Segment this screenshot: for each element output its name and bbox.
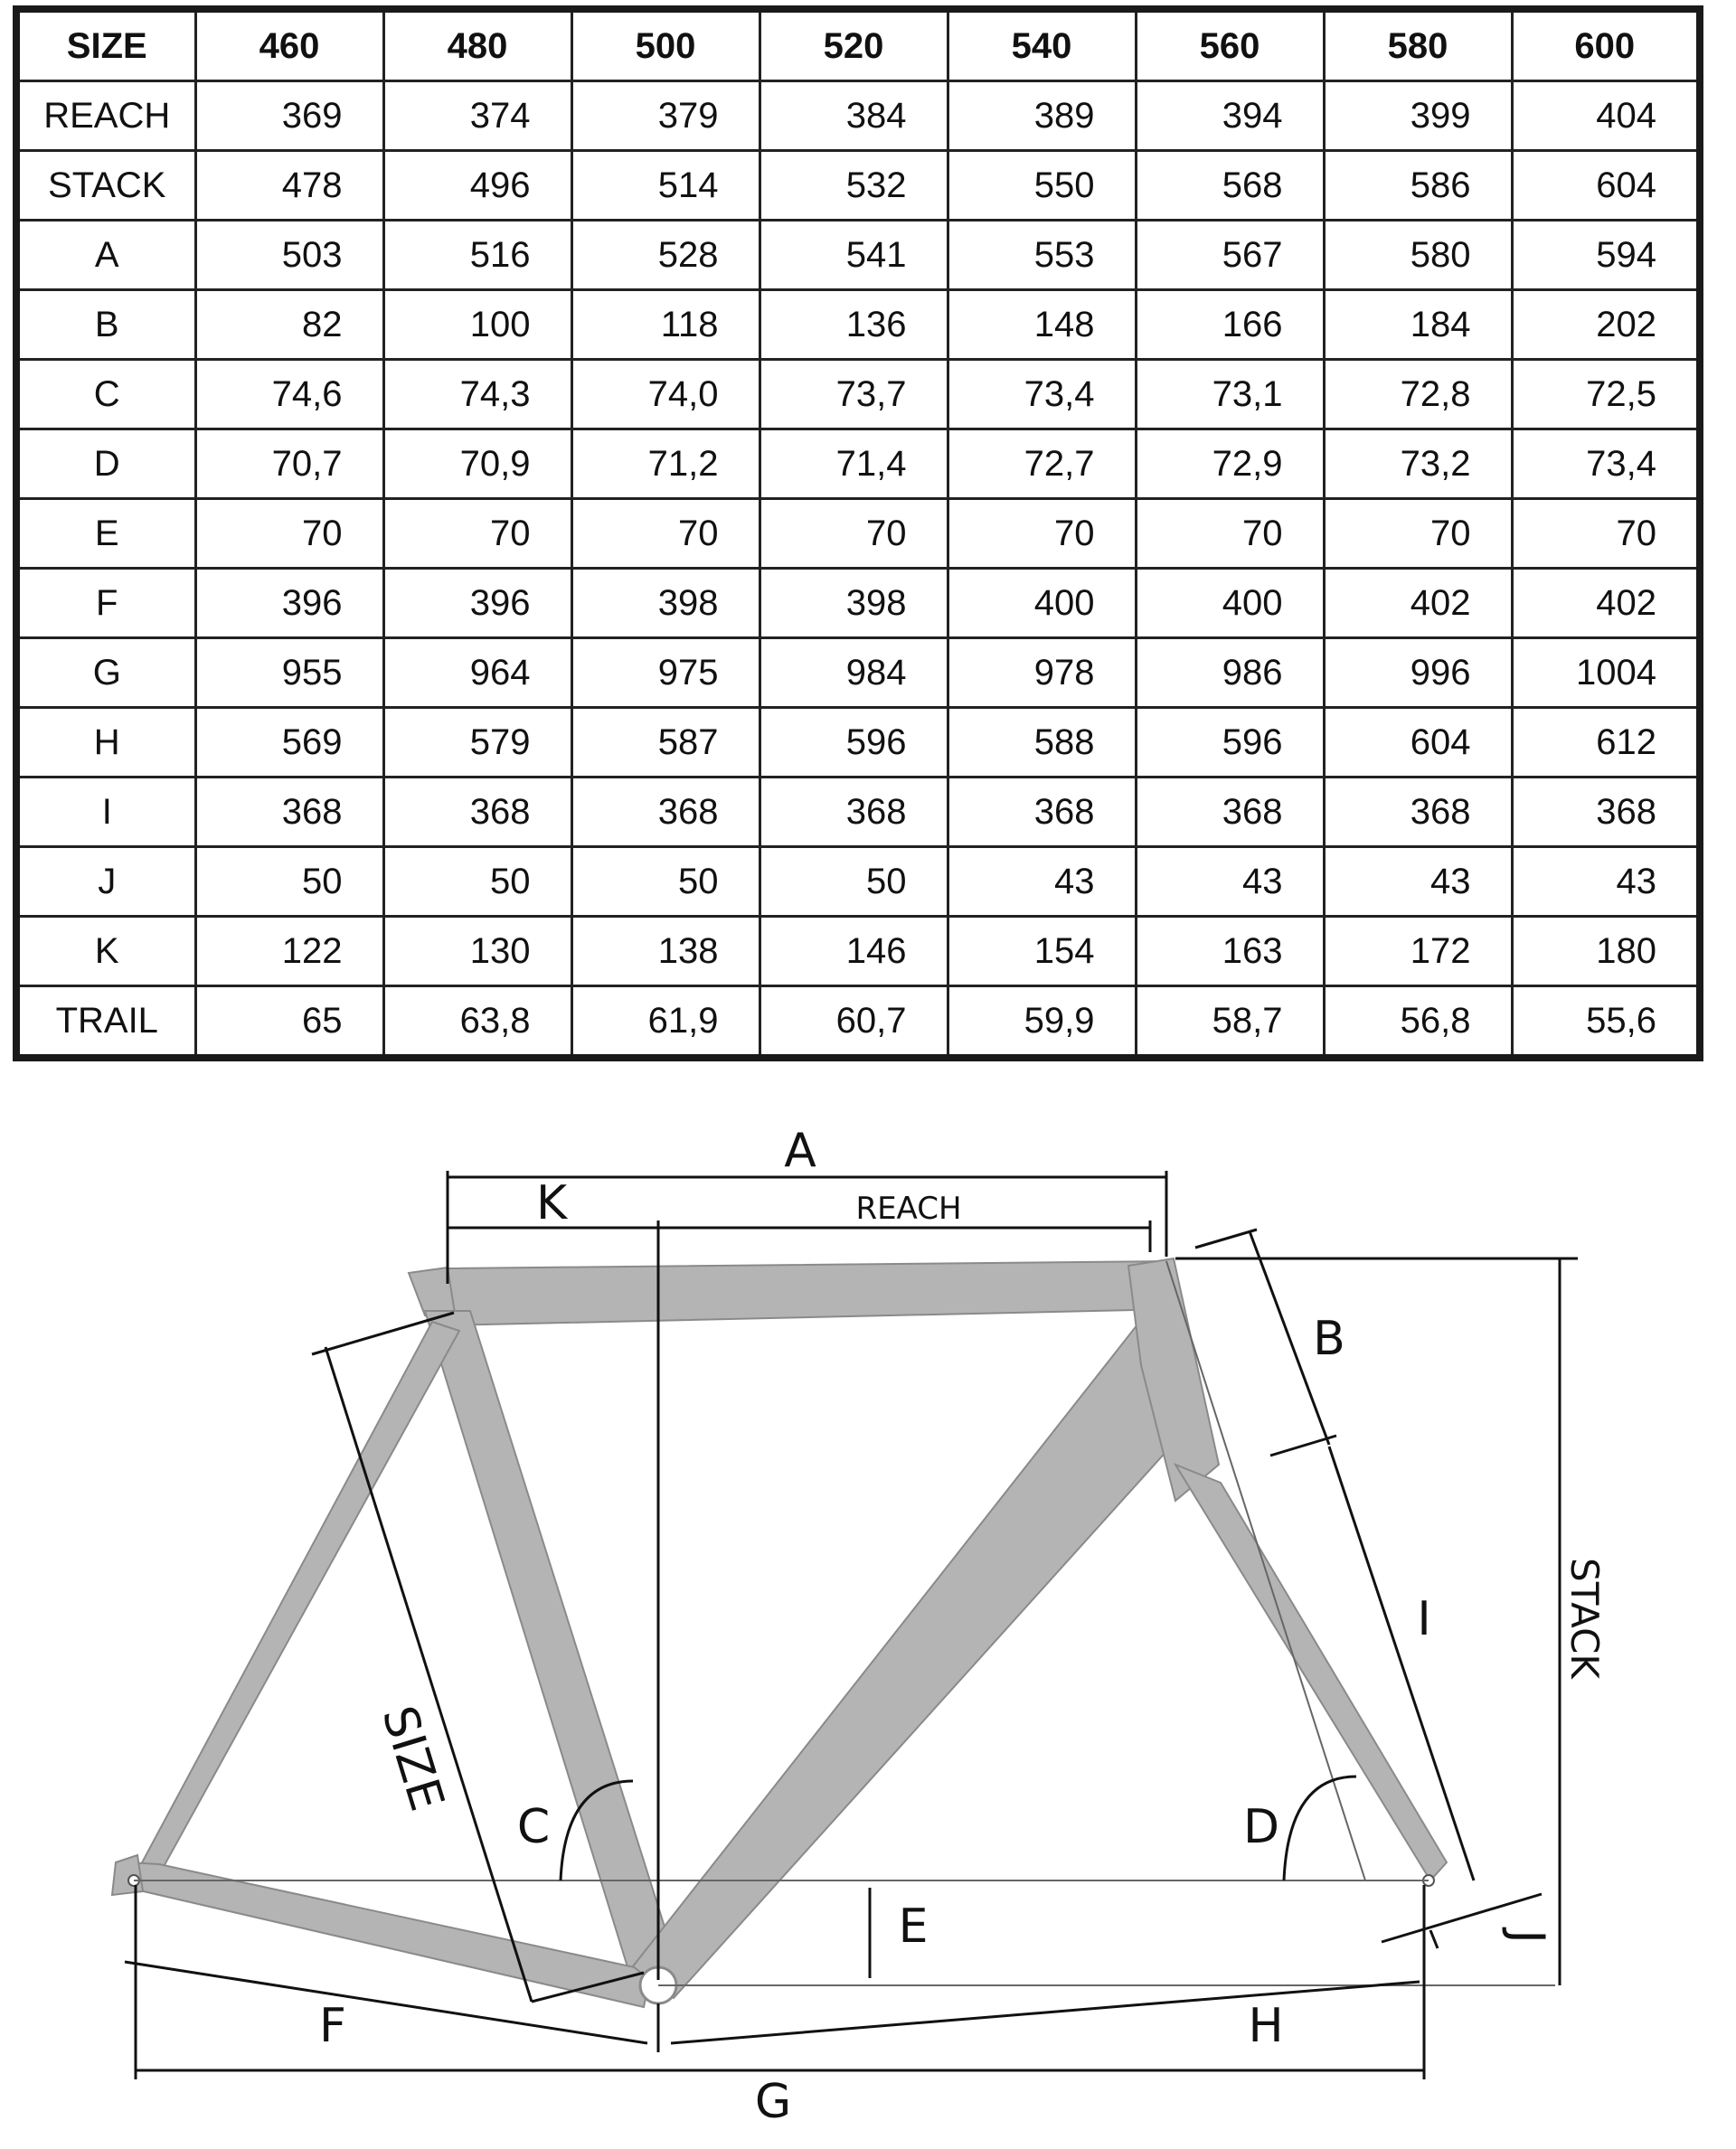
- table-cell: 184: [1324, 290, 1512, 360]
- table-row: [16, 847, 1700, 917]
- header-cell: 540: [948, 9, 1136, 81]
- table-cell: 146: [760, 917, 948, 986]
- rear-dropout: [112, 1855, 143, 1895]
- table-cell: 398: [760, 569, 948, 638]
- header-cell: SIZE: [16, 9, 195, 81]
- row-label: J: [16, 847, 195, 917]
- header-cell: 480: [383, 9, 571, 81]
- table-cell: 70: [195, 499, 383, 569]
- table-cell: 166: [1136, 290, 1324, 360]
- geometry-table: [13, 5, 1703, 1061]
- table-cell: 379: [571, 81, 760, 151]
- table-cell: 70: [1136, 499, 1324, 569]
- table-cell: 478: [195, 151, 383, 221]
- table-cell: 70,9: [383, 429, 571, 499]
- table-row: [16, 708, 1700, 778]
- table-cell: 400: [948, 569, 1136, 638]
- table-cell: 43: [948, 847, 1136, 917]
- header-cell: 500: [571, 9, 760, 81]
- table-cell: 516: [383, 221, 571, 290]
- table-cell: 50: [760, 847, 948, 917]
- row-label: E: [16, 499, 195, 569]
- table-row: [16, 81, 1700, 151]
- header-cell: 600: [1512, 9, 1700, 81]
- table-row: [16, 499, 1700, 569]
- table-cell: 73,2: [1324, 429, 1512, 499]
- table-cell: 596: [1136, 708, 1324, 778]
- table-row: [16, 917, 1700, 986]
- table-cell: 496: [383, 151, 571, 221]
- table-cell: 43: [1136, 847, 1324, 917]
- table-row: [16, 638, 1700, 708]
- table-cell: 400: [1136, 569, 1324, 638]
- table-cell: 368: [948, 778, 1136, 847]
- table-cell: 122: [195, 917, 383, 986]
- label-d: D: [1242, 1800, 1280, 1854]
- row-label: K: [16, 917, 195, 986]
- table-cell: 59,9: [948, 986, 1136, 1059]
- header-cell: 580: [1324, 9, 1512, 81]
- table-cell: 612: [1512, 708, 1700, 778]
- row-label: F: [16, 569, 195, 638]
- table-cell: 50: [383, 847, 571, 917]
- label-size: SIZE: [371, 1700, 455, 1817]
- table-row: [16, 360, 1700, 429]
- table-cell: 138: [571, 917, 760, 986]
- table-cell: 50: [195, 847, 383, 917]
- label-j: J: [1500, 1929, 1554, 1944]
- table-cell: 369: [195, 81, 383, 151]
- table-cell: 399: [1324, 81, 1512, 151]
- table-row: [16, 221, 1700, 290]
- table-cell: 71,4: [760, 429, 948, 499]
- table-cell: 568: [1136, 151, 1324, 221]
- table-cell: 604: [1324, 708, 1512, 778]
- table-cell: 172: [1324, 917, 1512, 986]
- row-label: TRAIL: [16, 986, 195, 1059]
- label-a: A: [784, 1124, 816, 1178]
- table-cell: 180: [1512, 917, 1700, 986]
- table-cell: 73,4: [1512, 429, 1700, 499]
- label-stack: STACK: [1562, 1558, 1607, 1679]
- table-cell: 368: [383, 778, 571, 847]
- down-tube: [633, 1320, 1194, 1998]
- table-cell: 1004: [1512, 638, 1700, 708]
- table-cell: 955: [195, 638, 383, 708]
- table-cell: 984: [760, 638, 948, 708]
- fork: [1175, 1465, 1447, 1880]
- table-cell: 550: [948, 151, 1136, 221]
- label-b: B: [1313, 1312, 1345, 1366]
- table-cell: 63,8: [383, 986, 571, 1059]
- header-cell: 560: [1136, 9, 1324, 81]
- table-cell: 70: [1324, 499, 1512, 569]
- table-cell: 978: [948, 638, 1136, 708]
- table-cell: 70: [948, 499, 1136, 569]
- table-cell: 374: [383, 81, 571, 151]
- table-cell: 136: [760, 290, 948, 360]
- table-cell: 532: [760, 151, 948, 221]
- row-label: I: [16, 778, 195, 847]
- row-label: B: [16, 290, 195, 360]
- table-body: [16, 81, 1700, 1059]
- table-row: [16, 986, 1700, 1059]
- table-cell: 569: [195, 708, 383, 778]
- table-cell: 55,6: [1512, 986, 1700, 1059]
- table-cell: 60,7: [760, 986, 948, 1059]
- table-cell: 394: [1136, 81, 1324, 151]
- table-row: [16, 569, 1700, 638]
- table-cell: 72,8: [1324, 360, 1512, 429]
- label-h: H: [1248, 1999, 1284, 2053]
- table-cell: 70,7: [195, 429, 383, 499]
- table-cell: 74,0: [571, 360, 760, 429]
- row-label: REACH: [16, 81, 195, 151]
- table-cell: 43: [1324, 847, 1512, 917]
- table-cell: 541: [760, 221, 948, 290]
- table-cell: 65: [195, 986, 383, 1059]
- table-cell: 396: [383, 569, 571, 638]
- table-cell: 528: [571, 221, 760, 290]
- table-cell: 384: [760, 81, 948, 151]
- label-k: K: [535, 1176, 568, 1230]
- table-row: [16, 151, 1700, 221]
- table-cell: 398: [571, 569, 760, 638]
- label-reach: REACH: [855, 1191, 962, 1227]
- table-cell: 404: [1512, 81, 1700, 151]
- table-cell: 964: [383, 638, 571, 708]
- top-tube: [445, 1261, 1175, 1325]
- label-e: E: [898, 1899, 929, 1954]
- label-g: G: [754, 2075, 792, 2129]
- row-label: G: [16, 638, 195, 708]
- table-cell: 74,6: [195, 360, 383, 429]
- table-cell: 567: [1136, 221, 1324, 290]
- row-label: D: [16, 429, 195, 499]
- table-cell: 368: [571, 778, 760, 847]
- table-cell: 71,2: [571, 429, 760, 499]
- table-cell: 61,9: [571, 986, 760, 1059]
- table-cell: 50: [571, 847, 760, 917]
- table-cell: 594: [1512, 221, 1700, 290]
- table-header-row: [16, 9, 1700, 81]
- table-cell: 514: [571, 151, 760, 221]
- table-cell: 130: [383, 917, 571, 986]
- row-label: A: [16, 221, 195, 290]
- table-cell: 73,1: [1136, 360, 1324, 429]
- table-cell: 70: [571, 499, 760, 569]
- table-cell: 163: [1136, 917, 1324, 986]
- table-cell: 368: [1324, 778, 1512, 847]
- table-cell: 402: [1324, 569, 1512, 638]
- row-label: C: [16, 360, 195, 429]
- label-f: F: [319, 1999, 346, 2053]
- table-cell: 72,5: [1512, 360, 1700, 429]
- seat-tube: [425, 1311, 680, 1984]
- table-cell: 70: [760, 499, 948, 569]
- table-cell: 82: [195, 290, 383, 360]
- chain-stay: [128, 1862, 651, 2007]
- frame-geometry-diagram: [0, 1067, 1736, 2149]
- table-cell: 368: [1512, 778, 1700, 847]
- table-cell: 389: [948, 81, 1136, 151]
- table-cell: 118: [571, 290, 760, 360]
- table-cell: 604: [1512, 151, 1700, 221]
- table-cell: 986: [1136, 638, 1324, 708]
- table-cell: 402: [1512, 569, 1700, 638]
- table-cell: 72,7: [948, 429, 1136, 499]
- table-cell: 596: [760, 708, 948, 778]
- table-cell: 996: [1324, 638, 1512, 708]
- table-cell: 587: [571, 708, 760, 778]
- table-cell: 202: [1512, 290, 1700, 360]
- table-row: [16, 429, 1700, 499]
- table-cell: 72,9: [1136, 429, 1324, 499]
- bike-frame: [112, 1258, 1447, 2007]
- header-cell: 520: [760, 9, 948, 81]
- table-cell: 70: [383, 499, 571, 569]
- table-cell: 368: [760, 778, 948, 847]
- frame-centre-lines: [134, 1261, 1555, 1985]
- table-cell: 588: [948, 708, 1136, 778]
- table-cell: 503: [195, 221, 383, 290]
- table-cell: 56,8: [1324, 986, 1512, 1059]
- table-row: [16, 290, 1700, 360]
- row-label: H: [16, 708, 195, 778]
- row-label: STACK: [16, 151, 195, 221]
- table-cell: 396: [195, 569, 383, 638]
- table-cell: 58,7: [1136, 986, 1324, 1059]
- table-cell: 579: [383, 708, 571, 778]
- table-cell: 154: [948, 917, 1136, 986]
- table-cell: 74,3: [383, 360, 571, 429]
- label-c: C: [516, 1800, 551, 1854]
- table-cell: 975: [571, 638, 760, 708]
- table-cell: 100: [383, 290, 571, 360]
- table-cell: 368: [1136, 778, 1324, 847]
- label-i: I: [1417, 1592, 1431, 1646]
- table-cell: 368: [195, 778, 383, 847]
- table-cell: 73,7: [760, 360, 948, 429]
- table-cell: 148: [948, 290, 1136, 360]
- table-cell: 73,4: [948, 360, 1136, 429]
- table-cell: 70: [1512, 499, 1700, 569]
- table-cell: 553: [948, 221, 1136, 290]
- table-row: [16, 778, 1700, 847]
- table-cell: 586: [1324, 151, 1512, 221]
- header-cell: 460: [195, 9, 383, 81]
- table-cell: 43: [1512, 847, 1700, 917]
- table-cell: 580: [1324, 221, 1512, 290]
